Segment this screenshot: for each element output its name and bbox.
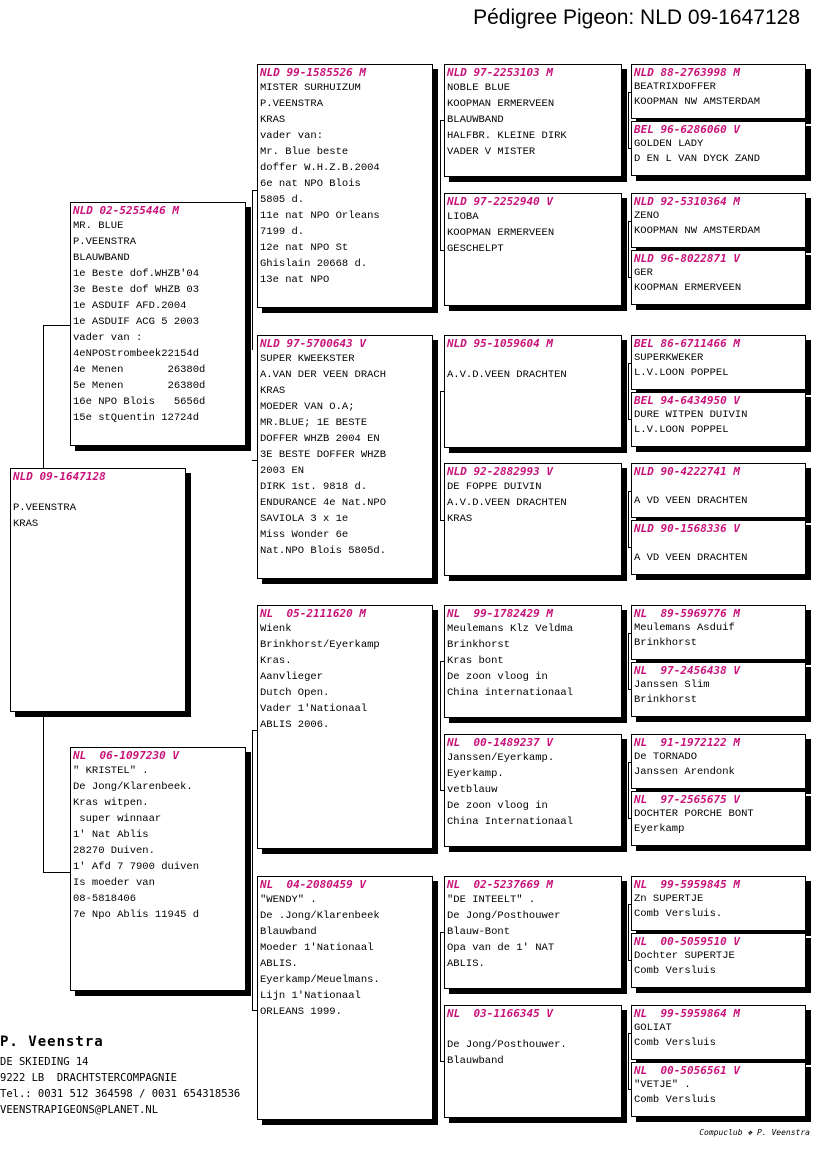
info-line: 1' Nat Ablis	[73, 829, 149, 841]
info-line: De TORNADO	[634, 751, 698, 763]
connector-line	[628, 633, 629, 689]
pigeon-info	[71, 218, 245, 426]
info-line: Vader 1'Nationaal	[260, 703, 368, 715]
ring-number: NLD 92-2882993 V	[447, 465, 553, 478]
info-line: A VD VEEN DRACHTEN	[634, 495, 748, 507]
info-line: 16e NPO Blois 5656d	[73, 396, 206, 408]
ancestor-card	[631, 933, 806, 988]
ancestor-card	[631, 662, 806, 717]
info-line: VADER V MISTER	[447, 146, 536, 158]
info-line: 4eNPOStrombeek22154d	[73, 348, 200, 360]
connector-line	[440, 661, 441, 790]
ring-number: NLD 02-5255446 M	[73, 204, 179, 217]
ring-number: NL 04-2080459 V	[260, 878, 366, 891]
pigeon-info	[632, 892, 805, 922]
info-line: "WENDY" .	[260, 894, 317, 906]
info-line: 11e nat NPO Orleans	[260, 210, 380, 222]
owner-line: 9222 LB DRACHTSTERCOMPAGNIE	[0, 1072, 178, 1084]
info-line: LIOBA	[447, 211, 479, 223]
info-line: P.VEENSTRA	[13, 502, 77, 514]
pigeon-info	[258, 621, 432, 733]
info-line: KOOPMAN NW AMSTERDAM	[634, 225, 761, 237]
info-line: P.VEENSTRA	[73, 236, 137, 248]
info-line: DURE WITPEN DUIVIN	[634, 409, 748, 421]
info-line: Eyerkamp	[634, 823, 685, 835]
info-line: BEATRIXDOFFER	[634, 81, 716, 93]
grandparent-card	[257, 605, 433, 849]
info-line: vetblauw	[447, 784, 498, 796]
info-line: Moeder 1'Nationaal	[260, 942, 374, 954]
great-grandparent-card	[444, 193, 622, 306]
info-line: 2003 EN	[260, 465, 305, 477]
info-line: MOEDER VAN O.A;	[260, 401, 355, 413]
info-line: Is moeder van	[73, 877, 155, 889]
info-line: 3e Beste dof WHZB 03	[73, 284, 200, 296]
connector-line	[440, 391, 441, 520]
pigeon-info	[632, 807, 805, 837]
owner-email: VEENSTRAPIGEONS@PLANET.NL	[0, 1104, 159, 1116]
info-line: De Jong/Posthouwer	[447, 910, 561, 922]
info-line: Ghislain 20668 d.	[260, 258, 368, 270]
ring-number: NL 99-5959864 M	[634, 1007, 740, 1020]
info-line: doffer W.H.Z.B.2004	[260, 162, 380, 174]
owner-phone: Tel.: 0031 512 364598 / 0031 654318536	[0, 1088, 241, 1100]
info-line: 3E BESTE DOFFER WHZB	[260, 449, 387, 461]
ring-number: NL 99-5959845 M	[634, 878, 740, 891]
info-line	[634, 479, 803, 494]
connector-line	[43, 712, 44, 872]
connector-line	[252, 190, 253, 350]
info-line: Blauwband	[260, 926, 317, 938]
info-line: DOCHTER PORCHE BONT	[634, 808, 754, 820]
ring-number: NL 00-1489237 V	[447, 736, 553, 749]
info-line: GOLDEN LADY	[634, 138, 704, 150]
info-line: NOBLE BLUE	[447, 82, 511, 94]
ancestor-card	[631, 64, 806, 119]
ring-number: NLD 90-4222741 M	[634, 465, 740, 478]
pigeon-info	[445, 750, 621, 830]
info-line: Mr. Blue beste	[260, 146, 349, 158]
connector-line	[43, 325, 44, 470]
ring-number: NLD 99-1585526 M	[260, 66, 366, 79]
great-grandparent-card	[444, 335, 622, 448]
info-line: 1e ASDUIF ACG 5 2003	[73, 316, 200, 328]
ring-number: NLD 96-8022871 V	[634, 252, 740, 265]
info-line: ENDURANCE 4e Nat.NPO	[260, 497, 387, 509]
info-line: KRAS	[260, 385, 286, 397]
info-line: KOOPMAN NW AMSTERDAM	[634, 96, 761, 108]
info-line: Blauwband	[447, 1055, 504, 1067]
pigeon-info	[445, 892, 621, 972]
pigeon-info	[632, 949, 805, 979]
info-line: 1e Beste dof.WHZB'04	[73, 268, 200, 280]
ancestor-card	[631, 1062, 806, 1117]
info-line: Kras bont	[447, 655, 504, 667]
connector-line	[628, 904, 629, 960]
pigeon-info	[632, 479, 805, 509]
info-line: "DE INTEELT" .	[447, 894, 536, 906]
info-line: GESCHELPT	[447, 243, 504, 255]
info-line: L.V.LOON POPPEL	[634, 367, 729, 379]
owner-block	[0, 1034, 240, 1118]
connector-line	[628, 221, 629, 277]
info-line: Comb Versluis	[634, 1037, 716, 1049]
grandparent-card	[257, 335, 433, 579]
pigeon-info	[632, 621, 805, 651]
ring-number: NLD 97-2253103 M	[447, 66, 553, 79]
info-line: Dochter SUPERTJE	[634, 950, 735, 962]
pigeon-info	[445, 80, 621, 160]
info-line: 7199 d.	[260, 226, 305, 238]
connector-line	[252, 730, 253, 1010]
ring-number: NL 02-5237669 M	[447, 878, 553, 891]
pigeon-info	[445, 1021, 621, 1069]
ring-number: BEL 94-6434950 V	[634, 394, 740, 407]
ring-number: NLD 97-5700643 V	[260, 337, 366, 350]
info-line: Kras.	[260, 655, 292, 667]
connector-line	[43, 872, 70, 873]
ancestor-card	[631, 463, 806, 518]
info-line: Blauw-Bont	[447, 926, 511, 938]
ring-number: NLD 97-2252940 V	[447, 195, 553, 208]
info-line: DIRK 1st. 9818 d.	[260, 481, 368, 493]
ring-number: NL 00-5056561 V	[634, 1064, 740, 1077]
info-line: Kras witpen.	[73, 797, 149, 809]
pigeon-info	[632, 137, 805, 167]
info-line: GOLIAT	[634, 1022, 672, 1034]
info-line: BLAUWBAND	[73, 252, 130, 264]
info-line: Opa van de 1' NAT	[447, 942, 555, 954]
ancestor-card	[631, 791, 806, 846]
info-line: Brinkhorst	[447, 639, 511, 651]
owner-name: P. Veenstra	[0, 1034, 104, 1050]
info-line: " KRISTEL" .	[73, 765, 149, 777]
info-line: A VD VEEN DRACHTEN	[634, 552, 748, 564]
pigeon-info	[632, 1078, 805, 1108]
info-line: ZENO	[634, 210, 660, 222]
connector-line	[628, 491, 629, 547]
info-line: China internationaal	[447, 687, 574, 699]
info-line	[447, 1021, 619, 1037]
ring-number: NL 97-2565675 V	[634, 793, 740, 806]
info-line: Dutch Open.	[260, 687, 330, 699]
subject-card	[10, 468, 186, 712]
great-grandparent-card	[444, 876, 622, 989]
info-line: Brinkhorst/Eyerkamp	[260, 639, 380, 651]
info-line: Comb Versluis.	[634, 908, 723, 920]
info-line	[447, 351, 619, 367]
info-line: Eyerkamp.	[447, 768, 504, 780]
info-line: Janssen Arendonk	[634, 766, 735, 778]
connector-line	[628, 1033, 629, 1089]
info-line: P.VEENSTRA	[260, 98, 324, 110]
ring-number: NLD 90-1568336 V	[634, 522, 740, 535]
pigeon-info	[632, 351, 805, 381]
ring-number: NL 03-1166345 V	[447, 1007, 553, 1020]
ancestor-card	[631, 250, 806, 305]
info-line: Eyerkamp/Meuelmans.	[260, 974, 380, 986]
pigeon-info	[445, 479, 621, 527]
info-line: 6e nat NPO Blois	[260, 178, 361, 190]
pigeon-info	[445, 351, 621, 383]
info-line: Miss Wonder 6e	[260, 529, 349, 541]
pigeon-info	[632, 1021, 805, 1051]
info-line: De zoon vloog in	[447, 671, 548, 683]
pigeon-info	[11, 484, 185, 532]
info-line: De .Jong/Klarenbeek	[260, 910, 380, 922]
mother-card	[70, 747, 246, 991]
info-line: KRAS	[13, 518, 39, 530]
info-line: 5e Menen 26380d	[73, 380, 206, 392]
grandparent-card	[257, 876, 433, 1120]
info-line: KRAS	[260, 114, 286, 126]
ancestor-card	[631, 605, 806, 660]
info-line: 28270 Duiven.	[73, 845, 155, 857]
pigeon-info	[445, 621, 621, 701]
info-line: Lijn 1'Nationaal	[260, 990, 361, 1002]
info-line: 15e stQuentin 12724d	[73, 412, 200, 424]
connector-line	[628, 92, 629, 148]
info-line: BLAUWBAND	[447, 114, 504, 126]
info-line: KOOPMAN ERMERVEEN	[634, 282, 742, 294]
info-line: A.VAN DER VEEN DRACH	[260, 369, 387, 381]
info-line: Janssen Slim	[634, 679, 710, 691]
ring-number: NL 99-1782429 M	[447, 607, 553, 620]
connector-line	[628, 762, 629, 818]
info-line	[13, 484, 183, 500]
ancestor-card	[631, 876, 806, 931]
ancestor-card	[631, 1005, 806, 1060]
info-line: 13e nat NPO	[260, 274, 330, 286]
info-line: vader van:	[260, 130, 324, 142]
pigeon-info	[632, 678, 805, 708]
info-line: MISTER SURHUIZUM	[260, 82, 361, 94]
info-line: Nat.NPO Blois 5805d.	[260, 545, 387, 557]
ring-number: NLD 95-1059604 M	[447, 337, 553, 350]
pigeon-info	[632, 408, 805, 438]
info-line: Janssen/Eyerkamp.	[447, 752, 555, 764]
info-line: ABLIS.	[447, 958, 485, 970]
connector-line	[440, 932, 441, 1061]
ring-number: NLD 88-2763998 M	[634, 66, 740, 79]
pigeon-info	[258, 351, 432, 559]
ring-number: NL 06-1097230 V	[73, 749, 179, 762]
info-line: SUPER KWEEKSTER	[260, 353, 355, 365]
credit: Compuclub ❖ P. Veenstra	[699, 1128, 810, 1137]
info-line: Comb Versluis	[634, 1094, 716, 1106]
ring-number: NL 89-5969776 M	[634, 607, 740, 620]
info-line: ORLEANS 1999.	[260, 1006, 342, 1018]
great-grandparent-card	[444, 605, 622, 718]
info-line: Meulemans Klz Veldma	[447, 623, 574, 635]
info-line: 12e nat NPO St	[260, 242, 349, 254]
info-line: Brinkhorst	[634, 637, 698, 649]
info-line: China Internationaal	[447, 816, 574, 828]
info-line: Wienk	[260, 623, 292, 635]
info-line: De Jong/Posthouwer.	[447, 1039, 567, 1051]
ring-number: NL 91-1972122 M	[634, 736, 740, 749]
ancestor-card	[631, 520, 806, 575]
info-line: vader van :	[73, 332, 143, 344]
pigeon-info	[445, 209, 621, 257]
info-line: GER	[634, 267, 653, 279]
pigeon-info	[632, 209, 805, 239]
info-line: Brinkhorst	[634, 694, 698, 706]
connector-line	[628, 363, 629, 419]
info-line: MR.BLUE; 1E BESTE	[260, 417, 368, 429]
info-line: MR. BLUE	[73, 220, 124, 232]
info-line	[634, 536, 803, 551]
ring-number: NLD 92-5310364 M	[634, 195, 740, 208]
ring-number: BEL 96-6286060 V	[634, 123, 740, 136]
info-line: DE FOPPE DUIVIN	[447, 481, 542, 493]
info-line: SUPERKWEKER	[634, 352, 704, 364]
great-grandparent-card	[444, 463, 622, 576]
info-line: ABLIS.	[260, 958, 298, 970]
info-line: Zn SUPERTJE	[634, 893, 704, 905]
ring-number: BEL 86-6711466 M	[634, 337, 740, 350]
ring-number: NL 97-2456438 V	[634, 664, 740, 677]
pigeon-info	[632, 80, 805, 110]
info-line: Aanvlieger	[260, 671, 324, 683]
info-line: A.V.D.VEEN DRACHTEN	[447, 497, 567, 509]
info-line: De zoon vloog in	[447, 800, 548, 812]
info-line: Meulemans Asduif	[634, 622, 735, 634]
grandparent-card	[257, 64, 433, 308]
info-line: A.V.D.VEEN DRACHTEN	[447, 369, 567, 381]
pigeon-info	[632, 536, 805, 566]
info-line: 7e Npo Ablis 11945 d	[73, 909, 200, 921]
info-line: 5805 d.	[260, 194, 305, 206]
great-grandparent-card	[444, 64, 622, 177]
info-line: HALFBR. KLEINE DIRK	[447, 130, 567, 142]
connector-line	[440, 120, 441, 250]
info-line: super winnaar	[73, 813, 162, 825]
ring-number: NL 05-2111620 M	[260, 607, 366, 620]
father-card	[70, 202, 246, 446]
pigeon-info	[632, 750, 805, 780]
ancestor-card	[631, 335, 806, 390]
info-line: 4e Menen 26380d	[73, 364, 206, 376]
page-title: Pédigree Pigeon: NLD 09-1647128	[473, 6, 800, 29]
info-line: KRAS	[447, 513, 473, 525]
connector-line	[43, 325, 70, 326]
ancestor-card	[631, 121, 806, 176]
info-line: ABLIS 2006.	[260, 719, 330, 731]
ring-number: NLD 09-1647128	[13, 470, 106, 483]
info-line: 1e ASDUIF AFD.2004	[73, 300, 187, 312]
info-line: KOOPMAN ERMERVEEN	[447, 98, 555, 110]
ancestor-card	[631, 734, 806, 789]
great-grandparent-card	[444, 1005, 622, 1118]
info-line: L.V.LOON POPPEL	[634, 424, 729, 436]
info-line: "VETJE" .	[634, 1079, 691, 1091]
info-line: SAVIOLA 3 x 1e	[260, 513, 349, 525]
info-line: De Jong/Klarenbeek.	[73, 781, 193, 793]
pigeon-info	[632, 266, 805, 296]
owner-line: DE SKIEDING 14	[0, 1056, 89, 1068]
info-line: 08-5818406	[73, 893, 137, 905]
pigeon-info	[258, 892, 432, 1020]
pigeon-info	[258, 80, 432, 288]
great-grandparent-card	[444, 734, 622, 847]
info-line: Comb Versluis	[634, 965, 716, 977]
info-line: 1' Afd 7 7900 duiven	[73, 861, 200, 873]
pigeon-info	[71, 763, 245, 923]
info-line: D EN L VAN DYCK ZAND	[634, 153, 761, 165]
info-line: DOFFER WHZB 2004 EN	[260, 433, 380, 445]
ring-number: NL 00-5059510 V	[634, 935, 740, 948]
ancestor-card	[631, 193, 806, 248]
info-line: KOOPMAN ERMERVEEN	[447, 227, 555, 239]
ancestor-card	[631, 392, 806, 447]
